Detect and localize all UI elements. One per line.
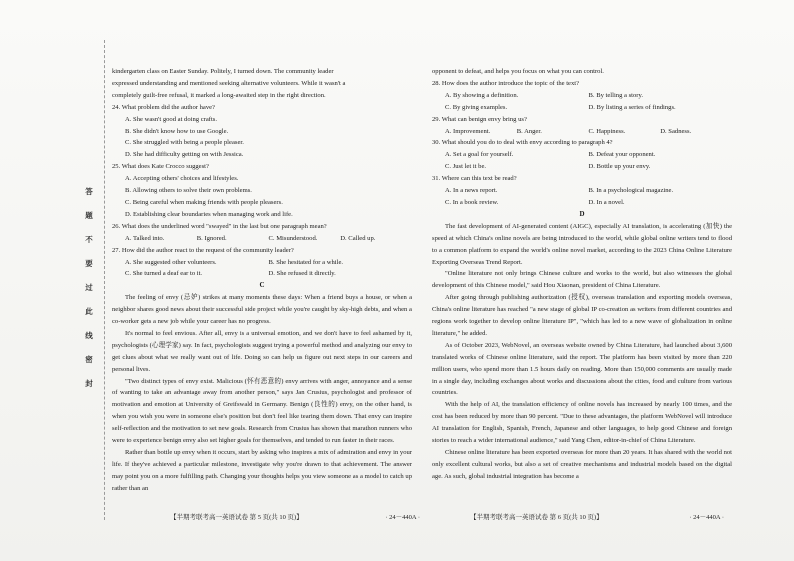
text-line: completely guilt-free refusal, it marked a long-awaited step in the right direction.: [112, 91, 326, 99]
option: B. Ignored.: [196, 234, 227, 242]
right-column: [432, 66, 732, 483]
option: A. Set a goal for yourself.: [445, 151, 514, 159]
question-31: 31. Where can this text be read?: [432, 175, 517, 183]
option: C. Misunderstood.: [268, 234, 318, 242]
footer-title: 【半期考联考高一英语试卷 第 5 页(共 10 页)】: [170, 514, 303, 521]
binding-char: 题: [85, 211, 93, 220]
page-footer-left: [170, 512, 420, 521]
question-30: 30. What should you do to deal with envy according to paragraph 4?: [432, 139, 613, 147]
option: A. In a news report.: [445, 187, 498, 195]
paragraph: Chinese online literature has been exported overseas for more than 20 years. It has shared with the world not only excellent cultural works, but also a set of creative mechanisms and industrial models based on the digital age. As such, global industrial integration has become a: [432, 449, 732, 480]
section-heading-d: D: [579, 209, 585, 218]
option: C. Just let it be.: [445, 163, 487, 171]
question-28-options: [432, 90, 732, 102]
option: B. By telling a story.: [588, 91, 644, 99]
option: D. She refused it directly.: [268, 270, 336, 278]
text-line: kindergarten class on Easter Sunday. Politely, I turned down. The community leader: [112, 68, 334, 75]
option: C. She struggled with being a people pleaser.: [125, 139, 244, 147]
text-line: opponent to defeat, and helps you focus on what you can control.: [432, 68, 604, 75]
question-30-options: [432, 161, 732, 173]
question-27: 27. How did the author react to the request of the community leader?: [112, 246, 294, 254]
question-26-options: [112, 233, 412, 245]
text-line: expressed understanding and mentioned seeking alternative volunteers. While it wasn't a: [112, 79, 346, 87]
paragraph: The fast development of AI-generated content (AIGC), especially AI translation, is accelerating (加快) the speed at which China's online novels are being introduced to the world, while global online writers tend to flood to a common platform to expand the world's online novel market, according to the 2023 China Online Literature Exporting Overseas Trend Report.: [432, 222, 732, 266]
left-column: [112, 66, 412, 495]
option: D. She had difficulty getting on with Jessica.: [125, 151, 244, 159]
paragraph: The feeling of envy (忌妒) strikes at many moments these days: When a friend buys a house, or when a neighbor shares good news about their successful side project while you're caught by sky-high debts, and when a co-worker gets a new job while your career has no progress.: [112, 294, 412, 326]
option: C. Being careful when making friends with people pleasers.: [125, 198, 283, 206]
binding-char: 答: [85, 187, 93, 196]
option: B. In a psychological magazine.: [588, 187, 674, 195]
binding-char: 过: [85, 283, 93, 292]
option: C. By giving examples.: [445, 103, 508, 111]
paragraph: It's normal to feel envious. After all, envy is a universal emotion, and we don't have to feel ashamed by it, psychologists (心理学家) say. In fact, psychologists suggest trying a powerful method and analyzing our envy to get clues about what we really want out of life. Doing so can help us figure out next steps in our careers and personal lives.: [112, 329, 412, 373]
option: D. Establishing clear boundaries when managing work and life.: [125, 210, 293, 218]
paragraph: After going through publishing authorization (授权), overseas translation and exporting models overseas, China's online literature has reached "a new stage of global IP co-creation as writers from different countries and regions work together to develop online literature IP", "which has led to a new wave of globalization in online literature," he added.: [432, 294, 732, 337]
option: D. Sadness.: [660, 127, 692, 135]
question-29: 29. What can benign envy bring us?: [432, 115, 527, 123]
option: D. Called up.: [340, 234, 376, 242]
binding-char: 此: [85, 307, 93, 316]
question-28: 28. How does the author introduce the topic of the text?: [432, 79, 580, 87]
paragraph: Rather than bottle up envy when it occurs, start by asking who inspires a mix of admiration and envy in your life. If they've achieved a particular milestone, investigate why you're drawn to that achievement. The answer may point you on a more fulfilling path. Changing your thoughts helps you view someone as a model to catch up rather than an: [112, 449, 412, 492]
binding-char: 线: [85, 331, 93, 340]
footer-code: · 24－440A ·: [689, 514, 724, 521]
question-31-options: [432, 185, 732, 197]
option: A. By showing a definition.: [445, 91, 519, 99]
binding-char: 不: [85, 235, 93, 244]
option: C. She turned a deaf ear to it.: [125, 270, 203, 278]
question-30-options: [432, 149, 732, 161]
footer-title: 【半期考联考高一英语试卷 第 6 页(共 10 页)】: [470, 514, 603, 521]
option: C. In a book review.: [445, 198, 499, 206]
question-25: 25. What does Kate Crocco suggest?: [112, 163, 209, 171]
footer-code: · 24－440A ·: [385, 514, 420, 521]
option: B. Defeat your opponent.: [588, 151, 656, 159]
paragraph: "Two distinct types of envy exist. Malicious (怀有恶意的) envy arrives with anger, annoyance and a sense of wanting to take an advantage away from another person," says Jan Crusius, psychologist and professor of motivation and emotion at University of Greifswald in Germany. Benign (良性的) envy, on the other hand, is when you wish you were in someone else's position but don't feel like tearing them down. That envy can inspire self-reflection and the motivation to set new goals. Research from Crusius has shown that marathon runners who were to experience benign envy also set higher goals for themselves, and tended to run faster in their races.: [112, 377, 412, 445]
seal-line: [104, 40, 105, 520]
question-27-options: [112, 257, 412, 269]
option: D. Bottle up your envy.: [588, 163, 651, 171]
question-31-options: [432, 197, 732, 209]
question-28-options: [432, 102, 732, 114]
option: C. Happiness.: [588, 127, 626, 135]
option: B. She hesitated for a while.: [268, 258, 344, 266]
binding-margin-text: [82, 188, 96, 388]
option: A. She wasn't good at doing crafts.: [125, 115, 218, 123]
paragraph: With the help of AI, the translation efficiency of online novels has increased by nearly 100 times, and the cost has been reduced by more than 90 percent. "Due to these advantages, the platform WebNovel will introduce AI translation for English, Spanish, French, Japanese and other languages, to help good Chinese and foreign stories to reach a wider international audience," said Yang Chen, editor-in-chief of China Literature.: [432, 401, 732, 445]
question-29-options: [432, 126, 732, 138]
page-footer-right: [470, 512, 724, 521]
option: A. Improvement.: [445, 127, 491, 135]
option: A. Talked into.: [125, 234, 165, 242]
option: B. She didn't know how to use Google.: [125, 127, 229, 135]
option: A. She suggested other volunteers.: [125, 258, 217, 266]
binding-char: 封: [85, 379, 93, 388]
option: B. Allowing others to solve their own problems.: [125, 187, 252, 195]
binding-char: 密: [85, 355, 93, 364]
paragraph: As of October 2023, WebNovel, an overseas website owned by China Literature, had launched about 3,600 translated works of Chinese online literature, said the report. The platform has been visited by more than 220 million users, who spend more than 1.5 hours daily on reading. More than 150,000 comments are usually made in a single day, including exchanges about works and discussions about the cities, food and culture from various countries.: [432, 341, 732, 397]
paragraph: "Online literature not only brings Chinese culture and works to the world, but also witnesses the global development of this Chinese model," said Hou Xiaonan, president of China Literature.: [432, 270, 732, 290]
option: D. By listing a series of findings.: [588, 103, 676, 111]
question-26: 26. What does the underlined word "swayed" in the last but one paragraph mean?: [112, 222, 327, 230]
option: A. Accepting others' choices and lifestyles.: [125, 175, 239, 183]
binding-char: 要: [85, 259, 93, 268]
question-27-options: [112, 268, 412, 280]
option: B. Anger.: [516, 127, 542, 135]
option: D. In a novel.: [588, 198, 625, 206]
question-24: 24. What problem did the author have?: [112, 103, 215, 111]
section-heading-c: C: [259, 281, 265, 290]
